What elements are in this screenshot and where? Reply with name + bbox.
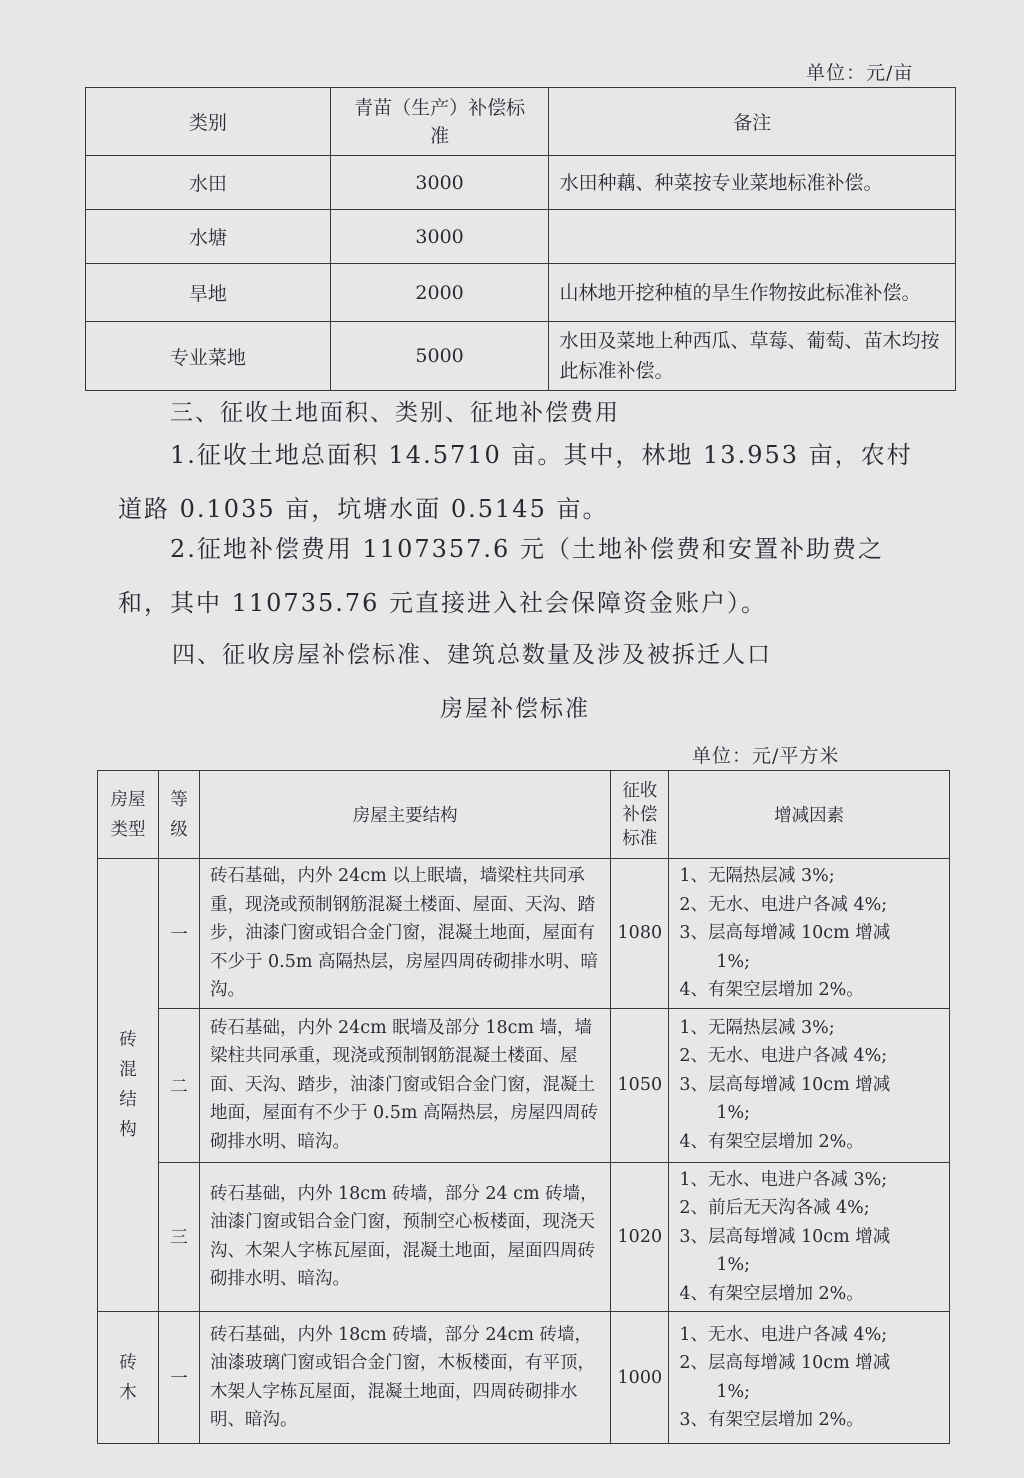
table-row	[98, 1162, 950, 1312]
header-category: 类别	[86, 88, 331, 156]
structure: 砖石基础，内外 24cm 眠墙及部分 18cm 墙，墙梁柱共同承重，现浇或预制钢筋混凝土楼面、屋面、天沟、踏步，油漆门窗或铝合金门窗，混凝土地面，屋面有不少于 0.5m 高隔热层，房屋四周砖砌排水明、暗沟。	[199, 1008, 610, 1162]
row-standard: 5000	[330, 322, 549, 391]
section4-heading: 四、征收房屋补偿标准、建筑总数量及涉及被拆迁人口	[172, 642, 772, 668]
table2-unit: 单位：元/平方米	[692, 745, 840, 767]
factor-item: 2、层高每增减 10cm 增减	[679, 1353, 891, 1373]
factor-continuation: 1%;	[716, 1381, 750, 1402]
row-note: 水田种藕、种菜按专业菜地标准补偿。	[549, 156, 956, 210]
table-row	[86, 156, 956, 210]
section3-heading: 三、征收土地面积、类别、征地补偿费用	[170, 400, 620, 426]
header-grade: 等级	[158, 771, 199, 859]
row-standard: 2000	[330, 264, 549, 322]
structure: 砖石基础，内外 18cm 砖墙，部分 24cm 砖墙，油漆玻璃门窗或铝合金门窗，木板楼面，有平顶，木架人字栋瓦屋面，混凝土地面，四周砖砌排水明、暗沟。	[199, 1312, 610, 1444]
factor-item: 1、无隔热层减 3%;	[679, 866, 835, 886]
grade: 一	[158, 859, 199, 1009]
section3-paragraph-1: 1.征收土地总面积 14.5710 亩。其中，林地 13.953 亩，农村道路 0.1035 亩，坑塘水面 0.5145 亩。	[118, 441, 913, 523]
table-row	[98, 1312, 950, 1444]
standard: 1020	[611, 1162, 669, 1312]
factors	[669, 1312, 950, 1444]
section3-paragraph-2: 2.征地补偿费用 1107357.6 元（土地补偿费和安置补助费之和，其中 110735.76 元直接进入社会保障资金账户）。	[118, 535, 884, 617]
factor-item: 2、无水、电进户各减 4%;	[679, 1046, 888, 1067]
house-type-brick-concrete: 砖混结构	[98, 859, 159, 1312]
table-row	[98, 859, 950, 1009]
row-standard: 3000	[330, 210, 549, 264]
header-house-type: 房屋类型	[98, 771, 159, 859]
standard: 1000	[611, 1312, 669, 1444]
row-category: 旱地	[86, 264, 331, 322]
table-row	[98, 1008, 950, 1162]
factors	[669, 1008, 950, 1162]
header-standard: 青苗（生产）补偿标准	[330, 88, 549, 156]
table1-unit: 单位：元/亩	[806, 62, 914, 84]
house-compensation-table	[97, 770, 950, 1444]
factor-continuation: 1%;	[716, 1255, 750, 1275]
crop-compensation-table	[85, 87, 956, 391]
header-note: 备注	[549, 88, 956, 156]
table-row	[86, 322, 956, 391]
row-note: 山林地开挖种植的旱生作物按此标准补偿。	[549, 264, 956, 322]
factors	[669, 1162, 950, 1312]
table-row	[86, 264, 956, 322]
factor-item: 4、有架空层增加 2%。	[679, 1131, 864, 1152]
header-factors: 增减因素	[669, 771, 950, 859]
factor-item: 1、无水、电进户各减 3%;	[679, 1169, 888, 1190]
factor-item: 3、层高每增减 10cm 增减	[679, 1074, 891, 1095]
row-category: 专业菜地	[86, 322, 331, 391]
grade: 二	[158, 1008, 199, 1162]
factors	[669, 859, 950, 1009]
factor-continuation: 1%;	[716, 951, 750, 972]
row-note: 水田及菜地上种西瓜、草莓、葡萄、苗木均按此标准补偿。	[549, 322, 956, 391]
structure: 砖石基础，内外 24cm 以上眠墙，墙梁柱共同承重，现浇或预制钢筋混凝土楼面、屋面、天沟、踏步，油漆门窗或铝合金门窗，混凝土地面，屋面有不少于 0.5m 高隔热层，房屋四周砖砌排水明、暗沟。	[199, 859, 610, 1009]
factor-item: 1、无隔热层减 3%;	[679, 1017, 835, 1038]
grade: 一	[158, 1312, 199, 1444]
structure: 砖石基础，内外 18cm 砖墙，部分 24 cm 砖墙，油漆门窗或铝合金门窗，预制空心板楼面，现浇天沟、木架人字栋瓦屋面，混凝土地面，屋面四周砖砌排水明、暗沟。	[199, 1162, 610, 1312]
grade: 三	[158, 1162, 199, 1312]
header-structure: 房屋主要结构	[199, 771, 610, 859]
factor-item: 3、层高每增减 10cm 增减	[679, 923, 891, 943]
factor-continuation: 1%;	[716, 1103, 750, 1124]
factor-item: 3、有架空层增加 2%。	[679, 1410, 864, 1430]
row-category: 水田	[86, 156, 331, 210]
factor-item: 1、无水、电进户各减 4%;	[679, 1324, 888, 1345]
house-type-brick-wood: 砖木	[98, 1312, 159, 1444]
row-standard: 3000	[330, 156, 549, 210]
factor-item: 2、无水、电进户各减 4%;	[679, 894, 888, 915]
factor-item: 4、有架空层增加 2%。	[679, 1283, 864, 1304]
factor-item: 3、层高每增减 10cm 增减	[679, 1226, 891, 1247]
header-standard: 征收补偿标准	[611, 771, 669, 859]
table2-title: 房屋补偿标准	[440, 696, 590, 722]
row-category: 水塘	[86, 210, 331, 264]
factor-item: 2、前后无天沟各减 4%;	[679, 1198, 870, 1218]
table-row	[86, 210, 956, 264]
row-note	[549, 210, 956, 264]
standard: 1080	[611, 859, 669, 1009]
standard: 1050	[611, 1008, 669, 1162]
factor-item: 4、有架空层增加 2%。	[679, 980, 864, 1000]
